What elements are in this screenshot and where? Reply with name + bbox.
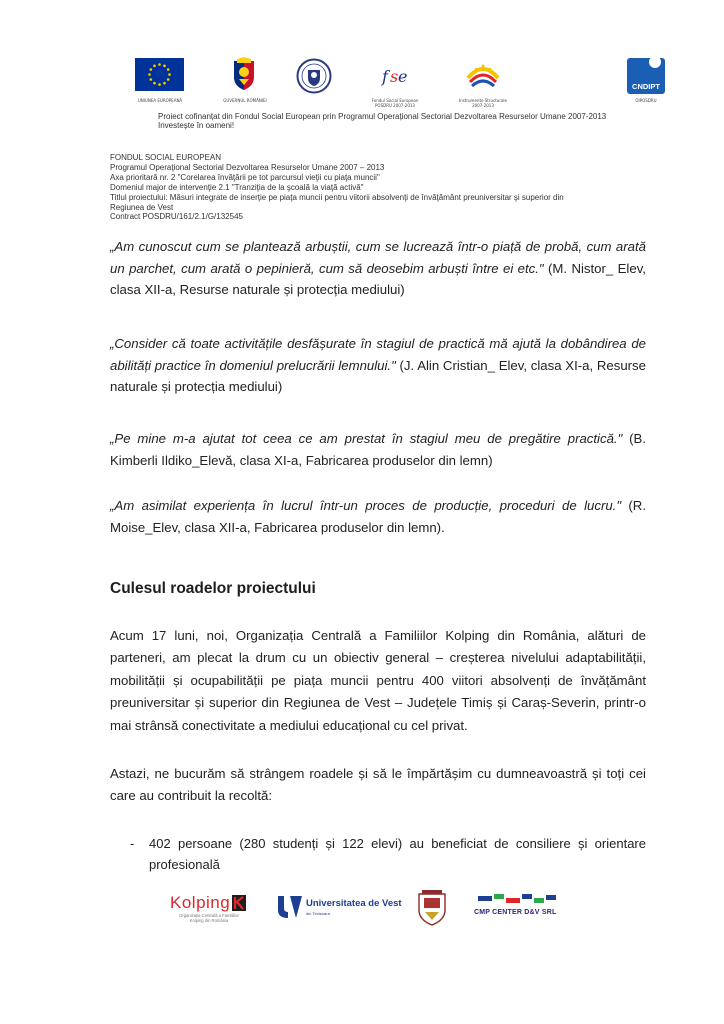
eu-star-icon [153,82,156,85]
testimonial-author: (R. Moise_Elev, clasa XII-a, Fabricarea produselor din lemn). [110,498,646,535]
testimonial-author: (M. Nistor_ Elev, clasa XII-a, Resurse naturale și protecția mediului) [110,260,646,298]
kolping-logo [170,893,248,929]
header-logos [0,0,724,110]
program-info-line: Contract POSDRU/161/2.1/G/132545 [110,212,243,222]
fse-logo [380,64,410,88]
cofinance-line-1: Proiect cofinanțat din Fondul Social European prin Programul Operațional Sectorial Dezvoltarea Resurselor Umane 2007-2013 [158,112,607,121]
uvt-wordmark: Universitatea de Vest [306,898,402,909]
section-paragraph-2: Astazi, ne bucurăm să strângem roadele și să le împărtășim cu dumneavoastră și toți cei care au contribuit la recoltă: [110,766,646,804]
footer-logos [0,880,724,940]
eu-star-icon [150,78,153,81]
eu-star-icon [153,65,156,68]
program-info-line: Programul Operaţional Sectorial Dezvoltarea Resurselor Umane 2007 – 2013 [110,162,385,172]
section-paragraph-1: Acum 17 luni, noi, Organizația Centrală a Familiilor Kolping din România, alături de parteneri, am plecat la drum cu un obiectiv general – creșterea nivelului adaptabilității, mobilității și ocupabilității pe piața muncii pentru 400 viitori absolvenți de învățământ preuniversitar și superior din Regiunea de Vest – Județele Timiș și Caraș-Severin, printr-o mai strânsă conectivitate a mediului educațional cu cel privat. [110,628,646,733]
svg-text:s: s [390,67,399,86]
uvt-emblem-icon [276,892,304,920]
eu-star-icon [167,78,170,81]
kolping-k-icon [232,895,246,911]
program-info-line: Axa prioritară nr. 2 "Corelarea învăţării pe tot parcursul vieţii cu piaţa muncii" [110,172,380,182]
oiposdru-caption: OIPOSDRU [635,98,657,103]
ministry-seal-logo [296,58,332,94]
testimonial-quote: „Pe mine m-a ajutat tot ceea ce am prestat în stagiul meu de pregătire practică." [110,431,623,446]
cndipt-label: CNDIPT [632,82,660,91]
school-crest-logo [416,886,448,926]
eu-flag-logo [135,58,184,91]
eu-star-icon [167,68,170,71]
bullet-text: 402 persoane (280 studenți și 122 elevi) au beneficiat de consiliere și orientare profesională [149,836,646,872]
kolping-subtitle-2: Kolping din România [189,918,229,923]
eu-star-icon [163,82,166,85]
testimonial-quote: „Am asimilat experiența în lucrul într-un proces de producție, proceduri de lucru." [110,498,622,513]
bullet-dash: - [130,836,135,851]
uvt-logo [276,892,402,922]
testimonial-1 [110,236,646,301]
structural-instruments-logo [462,58,504,94]
testimonial-author: (B. Kimberli Ildiko_Elevă, clasa XI-a, Fabricarea produselor din lemn) [110,431,646,468]
section-heading: Culesul roadelor proiectului [110,580,316,597]
eu-star-icon [158,83,161,86]
uvt-subtitle: din Timișoara [306,911,330,916]
program-info-line: Titlul proiectului: Măsuri integrate de inserţie pe piaţa muncii pentru viitorii absolvenţi de învăţământ preuniversitar şi superior din [110,192,564,202]
kolping-wordmark: Kolping [170,893,231,912]
program-info [110,153,680,222]
svg-text:f: f [382,67,388,86]
testimonial-3 [110,428,646,471]
eu-star-icon [163,65,166,68]
svg-text:e: e [398,67,408,86]
is-caption-1: Instrumente Structurale [459,98,507,103]
program-info-line: Regiunea de Vest [110,202,174,212]
fse-caption-2: POSDRU 2007-2013 [375,103,415,108]
testimonial-quote: „Am cunoscut cum se plantează arbuștii, cum se lucrează într-o piață de probă, cum arată un parchet, cum arată o pepinieră, cum să deosebim arbuști între ei etc." [110,239,646,276]
cndipt-logo [627,58,665,94]
gov-caption: GUVERNUL ROMÂNIEI [223,98,267,103]
cmp-center-logo [470,892,570,922]
testimonial-4 [110,495,646,538]
eu-star-icon [158,63,161,66]
fse-caption-1: Fondul Social European [371,98,419,103]
eu-star-icon [148,73,151,76]
kolping-subtitle-1: Organizația Centrală a Familiilor [179,913,239,918]
cmp-wordmark: CMP CENTER D&V SRL [474,909,557,916]
cofinance-notice [158,112,658,130]
eu-caption: UNIUNEA EUROPEANĂ [137,98,183,103]
cofinance-line-2: Investește în oameni! [158,121,235,130]
romanian-coat-of-arms-logo [231,57,257,91]
is-caption-2: 2007-2013 [472,103,494,108]
testimonial-author: (J. Alin Cristian_ Elev, clasa XI-a, Resurse naturale și protecția mediului) [110,357,646,395]
cmp-blocks-icon [478,892,558,906]
program-info-line: Domeniul major de intervenţie 2.1 "Tranziţia de la şcoală la viaţă activă" [110,182,364,192]
eu-star-icon [150,68,153,71]
eu-star-icon [168,73,171,76]
testimonial-quote: „Consider că toate activitățile desfășurate în stagiul de practică mă ajută la dobândirea de abilități practice în domeniul prelucrării lemnului." [110,336,646,373]
program-info-line: FONDUL SOCIAL EUROPEAN [110,153,221,162]
testimonial-2 [110,333,646,398]
